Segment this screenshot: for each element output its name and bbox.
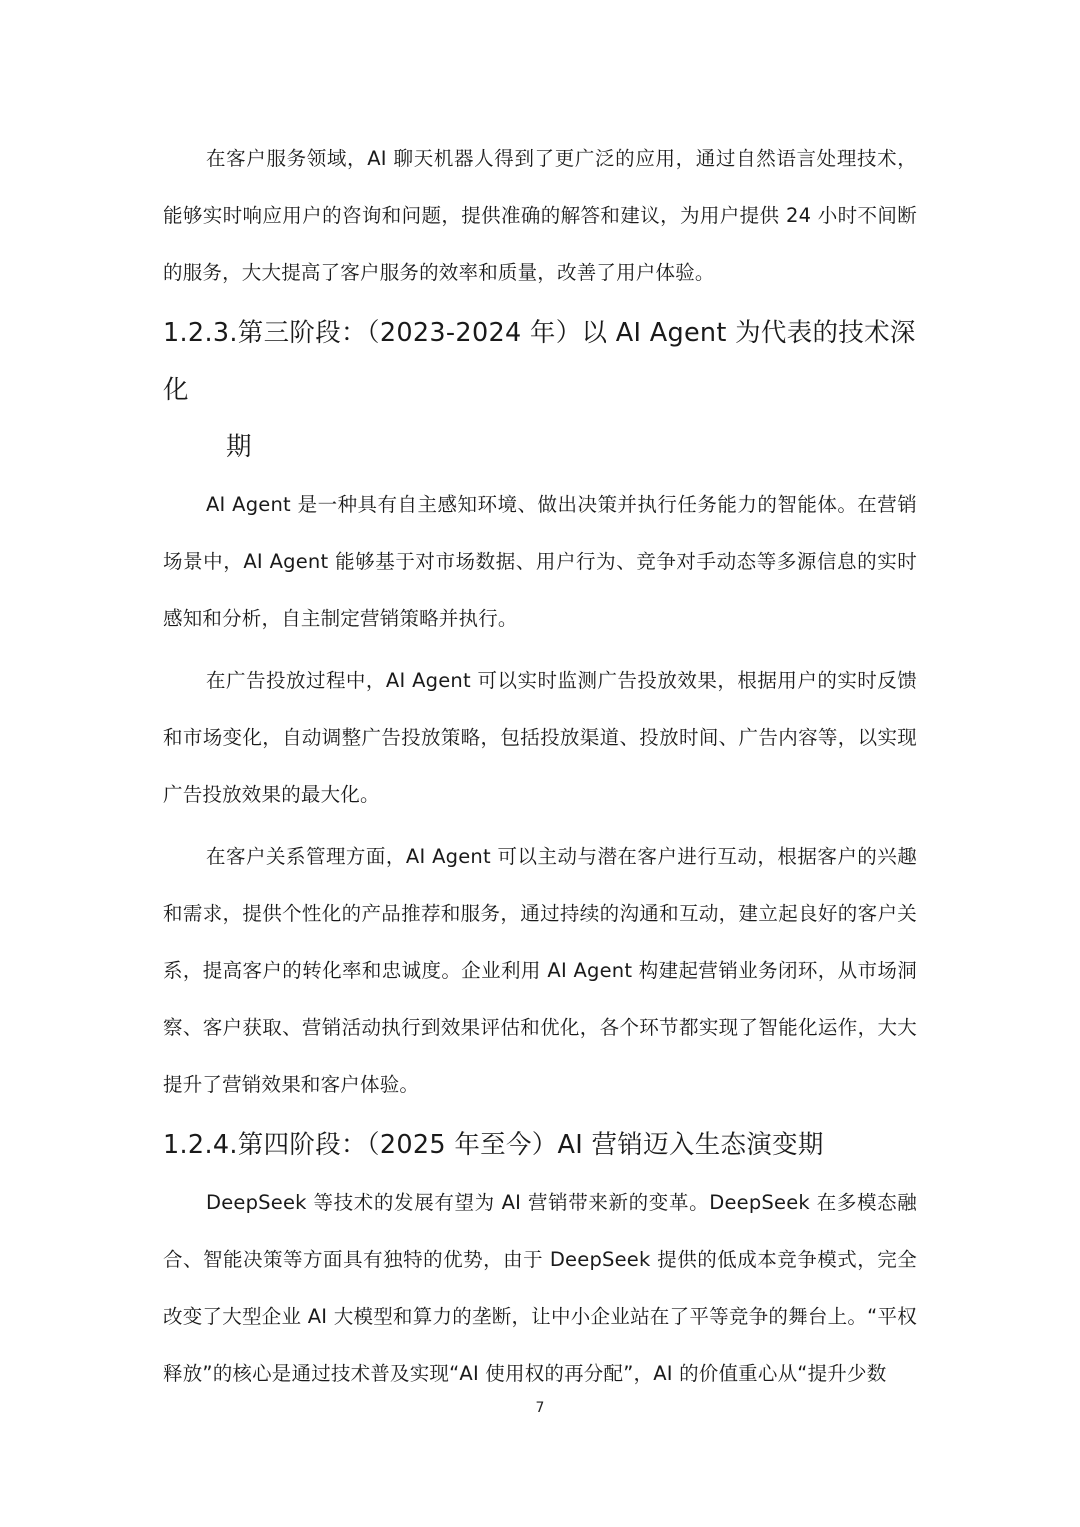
section-heading-1-2-3-line1: 1.2.3.第三阶段：（2023-2024 年）以 AI Agent 为代表的技术深化 [163, 318, 916, 405]
page-number: 7 [535, 1400, 545, 1416]
paragraph-ai-agent-definition: AI Agent 是一种具有自主感知环境、做出决策并执行任务能力的智能体。在营销场景中，AI Agent 能够基于对市场数据、用户行为、竞争对手动态等多源信息的实时感知和分析，自主制定营销策略并执行。 [163, 493, 917, 630]
section-heading-1-2-3 [163, 305, 917, 476]
paragraph-crm: 在客户关系管理方面，AI Agent 可以主动与潜在客户进行互动，根据客户的兴趣和需求，提供个性化的产品推荐和服务，通过持续的沟通和互动，建立起良好的客户关系，提高客户的转化率和忠诚度。企业利用 AI Agent 构建起营销业务闭环，从市场洞察、客户获取、营销活动执行到效果评估和优化，各个环节都实现了智能化运作，大大提升了营销效果和客户体验。 [163, 845, 917, 1096]
page-content [163, 130, 917, 1402]
section-heading-1-2-3-line2: 期 [226, 432, 252, 462]
paragraph-ad-delivery: 在广告投放过程中，AI Agent 可以实时监测广告投放效果，根据用户的实时反馈和市场变化，自动调整广告投放策略，包括投放渠道、投放时间、广告内容等，以实现广告投放效果的最大化。 [163, 669, 917, 806]
paragraph-customer-service: 在客户服务领域，AI 聊天机器人得到了更广泛的应用，通过自然语言处理技术，能够实时响应用户的咨询和问题，提供准确的解答和建议，为用户提供 24 小时不间断的服务，大大提高了客户服务的效率和质量，改善了用户体验。 [163, 147, 917, 284]
section-heading-1-2-4: 1.2.4.第四阶段：（2025 年至今）AI 营销迈入生态演变期 [163, 1130, 824, 1160]
paragraph-deepseek: DeepSeek 等技术的发展有望为 AI 营销带来新的变革。DeepSeek 在多模态融合、智能决策等方面具有独特的优势，由于 DeepSeek 提供的低成本竞争模式，完全改变了大型企业 AI 大模型和算力的垄断，让中小企业站在了平等竞争的舞台上。“平权释放”的核心是通过技术普及实现“AI 使用权的再分配”，AI 的价值重心从“提升少数 [163, 1191, 917, 1385]
